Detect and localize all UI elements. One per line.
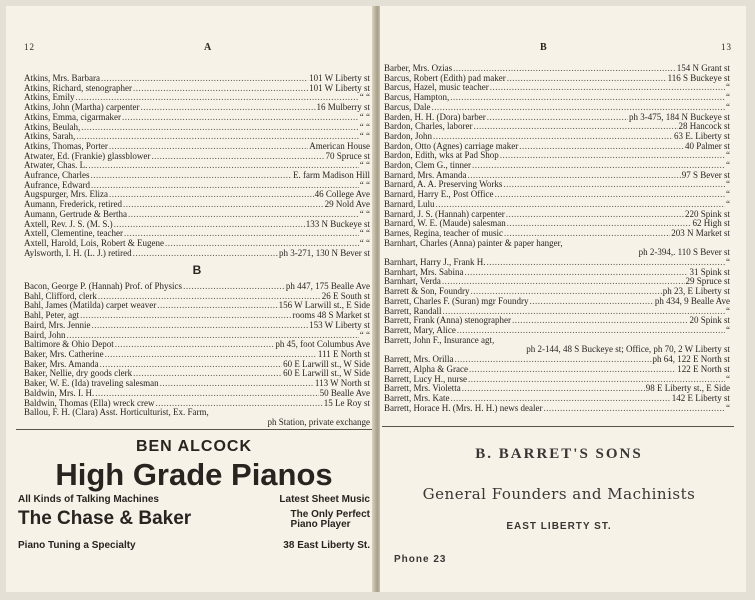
directory-entry (384, 365, 730, 375)
entry-name: Bardon, Charles, laborer (384, 122, 473, 132)
entry-name: Bacon, George P. (Hannah) Prof. of Physics (24, 282, 183, 292)
entry-address: 142 E Liberty st (671, 393, 730, 403)
entry-address: 29 Spruce st (685, 277, 730, 287)
entry-name: Bardon, Edith, wks at Pad Shop (384, 151, 499, 161)
leader-dots (133, 369, 282, 379)
directory-entry (384, 345, 730, 355)
entry-name: Barnard, Harry E., Post Office (384, 190, 494, 200)
directory-entry (384, 258, 730, 268)
leader-dots (109, 190, 314, 200)
entry-address: 133 N Buckeye st (305, 219, 370, 229)
directory-entry (24, 74, 370, 84)
directory-entry (24, 84, 370, 94)
entry-name: Aumann, Gertrude & Bertha (24, 209, 127, 219)
header-letter: B (540, 42, 548, 53)
directory-entry (24, 369, 370, 379)
entry-address: ph 2-394,. 110 S Bever st (638, 248, 730, 258)
entry-address: “ “ (359, 229, 370, 239)
entries-a (24, 74, 370, 428)
entry-address: 60 E Larwill st., W Side (283, 369, 370, 379)
entry-address: “ (726, 93, 730, 103)
entry-address: “ (726, 306, 730, 316)
ad-brand-tag-1: The Only Perfect (290, 509, 370, 520)
directory-entry (384, 180, 730, 190)
entry-address: 153 W Liberty st (309, 320, 370, 330)
divider-rule (16, 429, 372, 430)
entry-address: 31 Spink st (689, 267, 730, 277)
directory-entry (384, 64, 730, 74)
directory-entry (24, 350, 370, 360)
entry-name: Barnard, Lulu (384, 199, 435, 209)
directory-entry (384, 210, 730, 220)
directory-entry (24, 360, 370, 370)
directory-entry (384, 151, 730, 161)
leader-dots (76, 132, 359, 142)
leader-dots (504, 229, 670, 239)
leader-dots (490, 83, 725, 93)
leader-dots (165, 239, 359, 249)
directory-entry (24, 408, 370, 418)
directory-entry (24, 93, 370, 103)
entry-name: Barrett, Horace H. (Mrs. H. H.) news dealer (384, 403, 543, 413)
directory-entry (24, 190, 370, 200)
entry-name: Bahl, Peter, agt (24, 311, 80, 321)
leader-dots (530, 297, 654, 307)
directory-entry (24, 229, 370, 239)
entry-address: ph 23, E Liberty st (662, 287, 730, 297)
ad-trade: General Founders and Machinists (422, 485, 696, 503)
directory-entry (24, 103, 370, 113)
divider-rule (382, 426, 734, 427)
ad-line1-left: All Kinds of Talking Machines (18, 494, 159, 505)
leader-dots (453, 64, 676, 74)
entry-name: Atkins, Richard, stenographer (24, 83, 132, 93)
entry-address: 111 E North st (317, 349, 370, 359)
leader-dots (156, 399, 323, 409)
directory-entry (384, 277, 730, 287)
leader-dots (454, 355, 651, 365)
entry-address: 20 Spink st (689, 316, 730, 326)
directory-entry (24, 321, 370, 331)
entry-name: Aufrance, Charles (24, 171, 90, 181)
directory-entry (24, 340, 370, 350)
entry-address: 70 Spruce st (325, 151, 370, 161)
directory-entry (384, 200, 730, 210)
entry-address: 101 W Liberty st (309, 74, 370, 83)
entry-address: ph 447, 175 Bealle Ave (285, 282, 370, 292)
entry-address: 101 W Liberty st (309, 83, 370, 93)
entry-name: Baird, Mrs. Jennie (24, 320, 91, 330)
directory-entry (384, 287, 730, 297)
entry-address: “ “ (359, 330, 370, 340)
leader-dots (450, 93, 725, 103)
entry-address: “ “ (359, 180, 370, 190)
entry-name: Barnhart, Verda (384, 277, 441, 287)
leader-dots (95, 389, 318, 399)
entry-address: 98 E Liberty st., E Side (645, 384, 730, 394)
header-letter: A (204, 42, 213, 53)
entry-address: “ (726, 199, 730, 209)
leader-dots (133, 84, 308, 94)
leader-dots (115, 340, 275, 350)
directory-entry (24, 311, 370, 321)
ad-brand-tag (291, 510, 370, 530)
leader-dots (109, 142, 308, 152)
entry-name: Baker, Mrs. Catherine (24, 349, 104, 359)
leader-dots (433, 132, 673, 142)
directory-entry (384, 93, 730, 103)
piano-advertisement (18, 438, 370, 574)
leader-dots (90, 171, 292, 181)
entry-name: Barcus, Hampton, (384, 93, 450, 103)
leader-dots (507, 74, 667, 84)
leader-dots (442, 307, 725, 317)
directory-entry (384, 132, 730, 142)
entry-address: 154 N Grant st (676, 64, 730, 73)
leader-dots (91, 181, 359, 191)
directory-entry (24, 210, 370, 220)
directory-entry (24, 123, 370, 133)
entry-address: 50 Bealle Ave (319, 388, 370, 398)
entry-name: Barrett, John F., Insurance agt, (384, 335, 495, 345)
entry-name: Bardon, Clem G., tinner (384, 161, 471, 171)
leader-dots (114, 220, 305, 230)
entry-address: ph 45, foot Columbus Ave (275, 340, 370, 350)
directory-entry (384, 239, 730, 249)
entry-address: “ “ (359, 161, 370, 171)
entry-name: Barnard, J. S. (Hannah) carpenter (384, 209, 505, 219)
entry-name: Baker, Mrs. Amanda (24, 359, 99, 369)
entry-name: Barrett, Frank (Anna) stenographer (384, 316, 511, 326)
directory-entry (384, 336, 730, 346)
entry-name: Atwater, Chas. L. (24, 161, 88, 171)
directory-entry (384, 161, 730, 171)
entry-name: Barden, H. H. (Dora) barber (384, 112, 486, 122)
directory-entry (384, 122, 730, 132)
entries-right (384, 64, 730, 413)
directory-entry (24, 161, 370, 171)
entry-address: 113 W North st (314, 379, 370, 389)
leader-dots (469, 365, 676, 375)
entry-address: “ “ (359, 132, 370, 142)
entry-name: Barnard, W. E. (Maude) salesman (384, 219, 506, 229)
entry-name: Axtell, Rev. J. S. (M. S.) (24, 219, 113, 229)
entry-name: Baird, John (24, 330, 66, 340)
ad-line3-left: Piano Tuning a Specialty (18, 540, 136, 551)
leader-dots (122, 113, 359, 123)
entry-name: Baker, Nellie, dry goods clerk (24, 369, 133, 379)
directory-entry (24, 132, 370, 142)
entry-name: Baldwin, Mrs. I. H. (24, 388, 95, 398)
entry-address: ph 3-271, 130 N Bever st (279, 248, 370, 258)
entry-name: Barnard, Mrs. Amanda (384, 170, 467, 180)
entry-address: 29 Nold Ave (324, 200, 370, 210)
leader-dots (450, 394, 670, 404)
entry-address: 46 College Ave (314, 190, 370, 200)
leader-dots (92, 321, 309, 331)
entry-name: Barcus, Dale (384, 102, 431, 112)
entry-address: “ “ (359, 112, 370, 122)
entry-address: 16 Mulberry st (316, 103, 370, 113)
entry-address: ph Station, private exchange (267, 417, 370, 427)
entry-name: Augspurger, Mrs. Eliza (24, 190, 108, 200)
entry-address: “ (726, 161, 730, 171)
entry-address: 26 E South st (321, 291, 370, 301)
entry-name: Bahl, Clifford, clerk (24, 291, 97, 301)
entry-address: “ (726, 180, 730, 190)
directory-entry (384, 103, 730, 113)
entry-name: Barrett & Son, Foundry (384, 287, 470, 297)
entry-address: ph 3-475, 184 N Buckeye st (629, 112, 730, 122)
entry-address: “ “ (359, 122, 370, 132)
entry-name: Barnhart, Harry J., Frank H. (384, 258, 486, 268)
entry-name: Bardon, Otto (Agnes) carriage maker (384, 141, 519, 151)
entry-address: “ (726, 83, 730, 93)
directory-entry (24, 152, 370, 162)
entry-name: Atkins, Emma, cigarmaker (24, 112, 121, 122)
leader-dots (519, 142, 684, 152)
ad-street: EAST LIBERTY ST. (506, 521, 612, 532)
ad-brand: The Chase & Baker (18, 508, 192, 529)
entry-name: Atkins, Sarah, (24, 132, 76, 142)
leader-dots (457, 326, 725, 336)
entry-address: ph 2-144, 48 S Buckeye st; Office, ph 70, 2 W Liberty st (526, 345, 730, 355)
entry-name: Atkins, Beulah, (24, 122, 81, 132)
directory-entry (24, 331, 370, 341)
entry-address: “ (726, 403, 730, 413)
leader-dots (495, 190, 725, 200)
leader-dots (500, 151, 725, 161)
leader-dots (487, 113, 628, 123)
leader-dots (67, 331, 359, 341)
entry-address: “ “ (359, 93, 370, 103)
directory-entry (384, 248, 730, 258)
entry-name: Barnes, Regina, teacher of music (384, 228, 503, 238)
entry-address: ph 434, 9 Bealle Ave (654, 296, 730, 306)
leader-dots (507, 219, 692, 229)
directory-entry (24, 399, 370, 409)
entry-name: Bardon, John (384, 131, 432, 141)
entry-address: 116 S Buckeye st (667, 73, 730, 83)
leader-dots (81, 123, 359, 133)
directory-entry (384, 113, 730, 123)
leader-dots (472, 161, 725, 171)
leader-dots (473, 122, 677, 132)
entry-address: “ “ (359, 209, 370, 219)
entry-name: Barrett, Mrs. Kate (384, 393, 450, 403)
leader-dots (462, 384, 645, 394)
leader-dots (464, 268, 688, 278)
leader-dots (431, 103, 725, 113)
entry-name: Aufrance, Edward (24, 180, 90, 190)
entry-address: “ “ (359, 238, 370, 248)
leader-dots (151, 152, 324, 162)
entry-address: “ (726, 374, 730, 384)
entry-address: 60 E Larwill st., W Side (283, 359, 370, 369)
directory-entry (24, 181, 370, 191)
directory-entry (384, 307, 730, 317)
entry-address: ph 64, 122 E North st (652, 355, 730, 365)
leader-dots (124, 229, 359, 239)
entry-name: Barrett, Mrs. Violetta (384, 384, 461, 394)
entry-name: Aylsworth, I. H. (L. J.) retired (24, 248, 132, 258)
left-page (6, 6, 379, 592)
leader-dots (471, 287, 662, 297)
entry-address: 97 S Bever st (681, 170, 730, 180)
entry-name: Atkins, Emily (24, 93, 75, 103)
leader-dots (76, 93, 359, 103)
directory-entry (384, 171, 730, 181)
entry-name: Atkins, John (Martha) carpenter (24, 103, 140, 113)
leader-dots (506, 210, 684, 220)
leader-dots (503, 180, 725, 190)
directory-entry (24, 249, 370, 259)
leader-dots (183, 282, 285, 292)
ad-name: BEN ALCOCK (135, 438, 253, 455)
entry-name: Barnhart, Charles (Anna) painter & paper hanger, (384, 238, 563, 248)
entry-address: “ (726, 190, 730, 200)
entry-name: Ballou, F. H. (Clara) Asst. Horticulturist, Ex. Farm, (24, 408, 209, 418)
directory-entry (24, 171, 370, 181)
right-page (380, 6, 746, 592)
directory-entry (384, 355, 730, 365)
ad-line3-right: 38 East Liberty St. (283, 540, 370, 551)
directory-entry (384, 316, 730, 326)
leader-dots (157, 301, 277, 311)
directory-entry (384, 394, 730, 404)
entry-name: Barcus, Hazel, music teacher (384, 83, 489, 93)
directory-entry (24, 418, 370, 428)
directory-entry (384, 326, 730, 336)
ad-firm: B. BARRET'S SONS (475, 446, 643, 462)
leader-dots (101, 74, 308, 84)
directory-entry (24, 113, 370, 123)
entry-address: 62 High st (692, 219, 730, 229)
leader-dots (100, 360, 282, 370)
page-number: 12 (24, 42, 35, 52)
leader-dots (98, 292, 321, 302)
entry-name: Barrett, Lucy H., nurse (384, 374, 467, 384)
entry-name: Barcus, Robert (Edith) pad maker (384, 73, 506, 83)
entry-name: Barrett, Charles F. (Suran) mgr Foundry (384, 296, 529, 306)
entry-name: Axtell, Harold, Lois, Robert & Eugene (24, 238, 164, 248)
directory-entry (384, 297, 730, 307)
entry-name: Axtell, Clementine, teacher (24, 229, 123, 239)
directory-entry (384, 375, 730, 385)
entry-name: Barnard, A. A. Preserving Works (384, 180, 503, 190)
directory-entry (384, 384, 730, 394)
directory-entry (384, 74, 730, 84)
entry-name: Atkins, Mrs. Barbara (24, 74, 100, 83)
directory-entry (24, 239, 370, 249)
entry-name: Bahl, James (Matilda) carpet weaver (24, 301, 157, 311)
directory-entry (24, 200, 370, 210)
leader-dots (160, 379, 314, 389)
leader-dots (140, 103, 315, 113)
entry-address: “ (726, 102, 730, 112)
ad-headline: High Grade Pianos (55, 457, 333, 492)
leader-dots (88, 161, 358, 171)
directory-entry (24, 282, 370, 292)
leader-dots (80, 311, 291, 321)
entry-address: 40 Palmer st (685, 141, 730, 151)
entry-address: American House (309, 141, 370, 151)
leader-dots (543, 404, 725, 414)
entry-name: Baltimore & Ohio Depot (24, 340, 114, 350)
directory-entry (24, 301, 370, 311)
entry-name: Atwater, Ed. (Frankie) glassblower (24, 151, 151, 161)
directory-entry (24, 220, 370, 230)
leader-dots (128, 210, 359, 220)
entry-address: 203 N Market st (671, 228, 730, 238)
directory-entry (24, 142, 370, 152)
entry-address: “ (726, 258, 730, 268)
entry-name: Baker, W. E. (Ida) traveling salesman (24, 379, 159, 389)
entry-name: Baldwin, Thomas (Ella) wreck crew (24, 398, 155, 408)
entry-name: Barrett, Randall (384, 306, 442, 316)
entry-name: Barrett, Mrs. Orilla (384, 355, 454, 365)
leader-dots (123, 200, 324, 210)
entry-address: 15 Le Roy st (323, 398, 370, 408)
directory-entry (384, 190, 730, 200)
directory-entry (384, 404, 730, 414)
ad-brand-tag-2: Piano Player (290, 519, 351, 530)
entry-address: 156 W Larwill st., E Side (278, 301, 370, 311)
entry-address: “ (726, 151, 730, 161)
leader-dots (105, 350, 317, 360)
directory-entry (24, 379, 370, 389)
entry-name: Barber, Mrs. Ozias (384, 64, 453, 73)
leader-dots (435, 200, 725, 210)
section-letter: B (192, 263, 202, 278)
leader-dots (467, 171, 680, 181)
leader-dots (133, 249, 278, 259)
leader-dots (512, 316, 689, 326)
entry-name: Aumann, Frederick, retired (24, 200, 122, 210)
right-page-header (380, 42, 746, 56)
entry-name: Barrett, Alpha & Grace (384, 364, 468, 374)
foundry-advertisement (386, 446, 732, 576)
entry-address: 122 E North st (677, 364, 730, 374)
directory-entry (384, 229, 730, 239)
entry-address: 63 E. Liberty st (674, 131, 730, 141)
leader-dots (442, 277, 685, 287)
directory-entry (24, 389, 370, 399)
directory-entry (384, 142, 730, 152)
ad-phone: Phone 23 (394, 554, 447, 565)
directory-entry (384, 268, 730, 278)
entry-name: Barrett, Mary, Alice (384, 325, 456, 335)
leader-dots (486, 258, 725, 268)
entry-name: Atkins, Thomas, Porter (24, 141, 108, 151)
leader-dots (468, 375, 725, 385)
left-page-header (6, 42, 378, 56)
page-number: 13 (721, 42, 732, 52)
ad-line1-right: Latest Sheet Music (279, 494, 370, 505)
entry-address: “ (726, 325, 730, 335)
entry-name: Barnhart, Mrs. Sabina (384, 267, 464, 277)
directory-entry (384, 219, 730, 229)
entry-address: 220 Spink st (684, 209, 730, 219)
directory-entry (384, 83, 730, 93)
directory-entry (24, 292, 370, 302)
entry-address: 28 Hancock st (678, 122, 730, 132)
entry-address: rooms 48 S Market st (292, 311, 370, 321)
entry-address: E. farm Madison Hill (293, 171, 370, 181)
